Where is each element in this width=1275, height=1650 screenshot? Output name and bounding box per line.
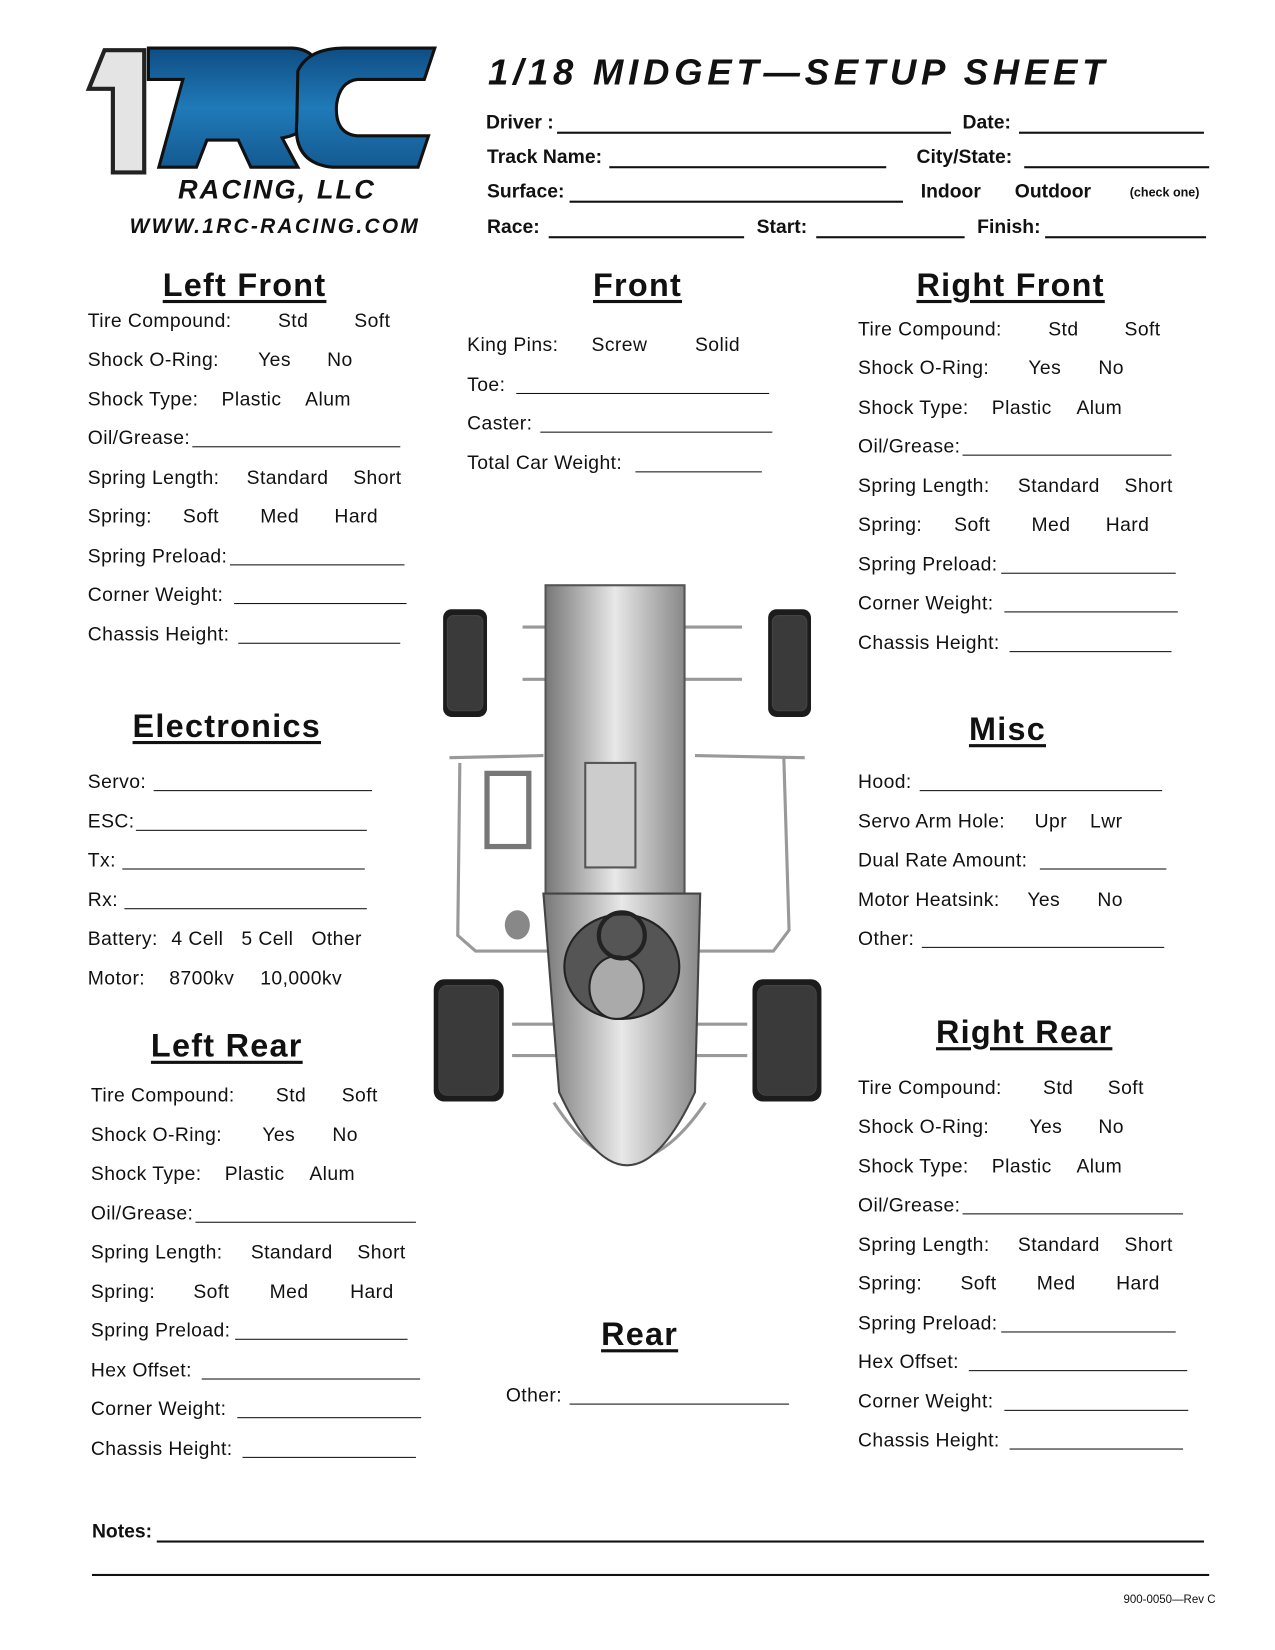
hood-field[interactable] — [920, 770, 1162, 791]
label: Oil/Grease: — [87, 426, 191, 449]
misc-heading: Misc — [968, 710, 1046, 748]
label: Shock O-Ring: — [858, 356, 990, 379]
med-option[interactable]: Med — [260, 504, 300, 527]
label: Shock O-Ring: — [90, 1123, 223, 1146]
label: Battery: — [87, 927, 158, 949]
label: Servo: — [87, 770, 147, 793]
left-rear-heading: Left Rear — [150, 1027, 303, 1064]
surface-label: Surface: — [487, 179, 565, 202]
chassis-height-field[interactable] — [1010, 631, 1172, 652]
oil-field[interactable] — [195, 1202, 416, 1223]
yes-option[interactable]: Yes — [1029, 1115, 1063, 1138]
label: Spring Length: — [87, 466, 220, 489]
soft-option[interactable]: Soft — [1124, 317, 1161, 340]
race-label: Race: — [487, 215, 540, 238]
soft-option[interactable]: Soft — [182, 504, 219, 527]
track-name-field[interactable] — [609, 145, 886, 168]
short-option[interactable]: Short — [357, 1240, 406, 1263]
driver-field[interactable] — [557, 111, 951, 134]
yes-option[interactable]: Yes — [1028, 356, 1062, 379]
label: Spring Preload: — [87, 544, 228, 567]
label: Oil/Grease: — [858, 434, 961, 457]
yes-option[interactable]: Yes — [258, 348, 291, 370]
label: Spring Length: — [90, 1240, 223, 1263]
chassis-height-field[interactable] — [242, 1437, 415, 1458]
date-label: Date: — [962, 110, 1011, 133]
plastic-option[interactable]: Plastic — [221, 387, 282, 410]
document-number: 900-0050—Rev C — [1123, 1593, 1216, 1607]
driver-label: Driver : — [485, 110, 554, 133]
label: Tx: — [87, 848, 116, 871]
preload-field[interactable] — [235, 1319, 407, 1340]
lwr-option[interactable]: Lwr — [1090, 809, 1123, 832]
label: Shock Type: — [87, 387, 199, 410]
plastic-option[interactable]: Plastic — [991, 396, 1052, 419]
soft-option[interactable]: Soft — [354, 309, 391, 332]
finish-field[interactable] — [1045, 215, 1206, 238]
label: Oil/Grease: — [858, 1193, 961, 1216]
label: Chassis Height: — [858, 1428, 1000, 1451]
label: Oil/Grease: — [90, 1201, 194, 1224]
city-state-label: City/State: — [916, 145, 1013, 168]
label: Corner Weight: — [87, 583, 224, 606]
corner-weight-field[interactable] — [1004, 592, 1177, 613]
no-option[interactable]: No — [1097, 888, 1123, 911]
5-cell-option[interactable]: 5 Cell — [241, 927, 294, 949]
preload-field[interactable] — [1001, 553, 1176, 574]
standard-option[interactable]: Standard — [246, 466, 329, 489]
hard-option[interactable]: Hard — [350, 1280, 394, 1303]
electronics-heading: Electronics — [132, 707, 322, 745]
alum-option[interactable]: Alum — [309, 1162, 356, 1185]
chassis-height-field[interactable] — [238, 623, 400, 644]
chassis-height-field[interactable] — [1010, 1429, 1183, 1450]
caster-field[interactable] — [540, 412, 772, 433]
label: Caster: — [467, 411, 533, 434]
other-option[interactable]: Other — [311, 927, 362, 949]
finish-label: Finish: — [977, 215, 1041, 238]
label: Shock O-Ring: — [858, 1115, 990, 1138]
alum-option[interactable]: Alum — [305, 387, 351, 410]
start-label: Start: — [756, 215, 808, 238]
std-option[interactable]: Std — [277, 309, 309, 332]
soft-option[interactable]: Soft — [1107, 1076, 1144, 1099]
other-field[interactable] — [922, 927, 1164, 948]
short-option[interactable]: Short — [1124, 474, 1173, 497]
hex-offset-field[interactable] — [969, 1350, 1187, 1371]
label: Tire Compound: — [858, 317, 1002, 340]
alum-option[interactable]: Alum — [1076, 1154, 1123, 1177]
soft-option[interactable]: Soft — [960, 1271, 997, 1294]
race-field[interactable] — [549, 215, 744, 238]
label: Spring: — [87, 504, 152, 527]
hard-option[interactable]: Hard — [1105, 513, 1150, 536]
no-option[interactable]: No — [1098, 356, 1124, 379]
yes-option[interactable]: Yes — [262, 1123, 296, 1146]
oil-field[interactable] — [192, 426, 400, 447]
std-option[interactable]: Std — [275, 1083, 307, 1106]
no-option[interactable]: No — [332, 1123, 358, 1146]
label: Dual Rate Amount: — [858, 848, 1028, 871]
short-option[interactable]: Short — [1124, 1233, 1173, 1256]
hard-option[interactable]: Hard — [334, 504, 379, 527]
logo-company-text: RACING, LLC — [177, 173, 376, 205]
preload-field[interactable] — [230, 544, 405, 565]
no-option[interactable]: No — [327, 348, 353, 370]
right-rear-heading: Right Rear — [936, 1013, 1113, 1051]
10000kv-option[interactable]: 10,000kv — [260, 966, 343, 989]
city-state-field[interactable] — [1024, 145, 1209, 168]
logo-website-text: WWW.1RC-RACING.COM — [129, 215, 421, 239]
label: Other: — [505, 1383, 563, 1406]
tx-field[interactable] — [122, 849, 364, 870]
notes-field-line-2[interactable] — [92, 1553, 1209, 1576]
8700kv-option[interactable]: 8700kv — [169, 966, 235, 989]
label: Chassis Height: — [858, 631, 1000, 654]
track-name-label: Track Name: — [487, 145, 603, 168]
company-logo — [84, 42, 465, 246]
4-cell-option[interactable]: 4 Cell — [171, 927, 224, 949]
soft-option[interactable]: Soft — [954, 513, 991, 536]
no-option[interactable]: No — [1098, 1115, 1124, 1138]
label: Servo Arm Hole: — [858, 809, 1006, 832]
label: Shock Type: — [858, 396, 969, 419]
yes-option[interactable]: Yes — [1027, 888, 1061, 911]
solid-option[interactable]: Solid — [694, 333, 741, 356]
oil-field[interactable] — [963, 435, 1172, 456]
plastic-option[interactable]: Plastic — [224, 1162, 285, 1185]
esc-field[interactable] — [136, 810, 367, 831]
label: Rx: — [87, 888, 119, 911]
med-option[interactable]: Med — [1036, 1271, 1076, 1294]
label: Spring Length: — [858, 1233, 990, 1256]
indoor-option[interactable]: Indoor — [920, 179, 981, 202]
surface-field[interactable] — [570, 180, 903, 203]
std-option[interactable]: Std — [1043, 1076, 1074, 1099]
label: Spring: — [858, 1271, 923, 1294]
left-front-heading: Left Front — [162, 266, 327, 304]
servo-field[interactable] — [154, 770, 372, 791]
med-option[interactable]: Med — [269, 1280, 309, 1303]
label: Chassis Height: — [90, 1437, 233, 1459]
start-field[interactable] — [816, 215, 964, 238]
label: Corner Weight: — [858, 591, 994, 614]
rx-field[interactable] — [124, 888, 366, 909]
label: Shock O-Ring: — [87, 348, 219, 370]
standard-option[interactable]: Standard — [1017, 474, 1100, 497]
label: Toe: — [467, 373, 506, 396]
label: Spring: — [858, 513, 923, 536]
label: Spring Preload: — [90, 1318, 231, 1341]
label: Spring: — [90, 1280, 156, 1303]
car-top-view-diagram — [428, 570, 830, 1218]
total-weight-field[interactable] — [635, 451, 761, 472]
notes-field-line-1[interactable] — [157, 1520, 1204, 1543]
med-option[interactable]: Med — [1031, 513, 1071, 536]
label: Spring Preload: — [858, 552, 998, 575]
label: Corner Weight: — [90, 1397, 227, 1420]
corner-weight-field[interactable] — [234, 583, 406, 604]
front-heading: Front — [592, 266, 683, 304]
label: ESC: — [87, 809, 135, 832]
label: Total Car Weight: — [467, 451, 623, 474]
label: Corner Weight: — [858, 1389, 994, 1412]
alum-option[interactable]: Alum — [1076, 396, 1123, 419]
label: King Pins: — [467, 333, 559, 356]
label: Hood: — [858, 770, 912, 793]
date-field[interactable] — [1019, 111, 1204, 134]
soft-option[interactable]: Soft — [193, 1280, 230, 1303]
corner-weight-field[interactable] — [237, 1397, 421, 1418]
label: Spring Preload: — [858, 1311, 998, 1334]
short-option[interactable]: Short — [353, 466, 402, 489]
plastic-option[interactable]: Plastic — [991, 1154, 1052, 1177]
label: Tire Compound: — [87, 309, 232, 332]
right-front-heading: Right Front — [916, 266, 1105, 304]
screw-option[interactable]: Screw — [591, 333, 648, 356]
label: Hex Offset: — [90, 1358, 192, 1381]
std-option[interactable]: Std — [1048, 317, 1079, 340]
page-title: 1/18 MIDGET—SETUP SHEET — [488, 52, 1110, 94]
outdoor-option[interactable]: Outdoor — [1014, 179, 1092, 202]
dual-rate-field[interactable] — [1040, 849, 1166, 870]
upr-option[interactable]: Upr — [1034, 809, 1068, 832]
corner-weight-field[interactable] — [1004, 1390, 1188, 1411]
label: Hex Offset: — [858, 1350, 959, 1373]
label: Chassis Height: — [87, 622, 230, 645]
label: Tire Compound: — [858, 1076, 1002, 1099]
check-one-note: (check one) — [1129, 184, 1200, 200]
hard-option[interactable]: Hard — [1116, 1271, 1160, 1294]
label: Motor: — [87, 966, 146, 989]
rear-heading: Rear — [601, 1315, 679, 1353]
label: Shock Type: — [90, 1162, 202, 1185]
soft-option[interactable]: Soft — [341, 1083, 378, 1106]
label: Spring Length: — [858, 474, 990, 497]
label: Other: — [858, 927, 915, 949]
standard-option[interactable]: Standard — [250, 1240, 333, 1263]
oil-field[interactable] — [963, 1194, 1184, 1215]
label: Motor Heatsink: — [858, 888, 1000, 911]
standard-option[interactable]: Standard — [1017, 1233, 1100, 1256]
hex-offset-field[interactable] — [202, 1359, 420, 1380]
preload-field[interactable] — [1001, 1312, 1176, 1333]
toe-field[interactable] — [516, 373, 769, 394]
other-field[interactable] — [570, 1384, 789, 1405]
notes-label: Notes: — [91, 1519, 153, 1542]
label: Shock Type: — [858, 1154, 969, 1177]
label: Tire Compound: — [90, 1083, 235, 1106]
